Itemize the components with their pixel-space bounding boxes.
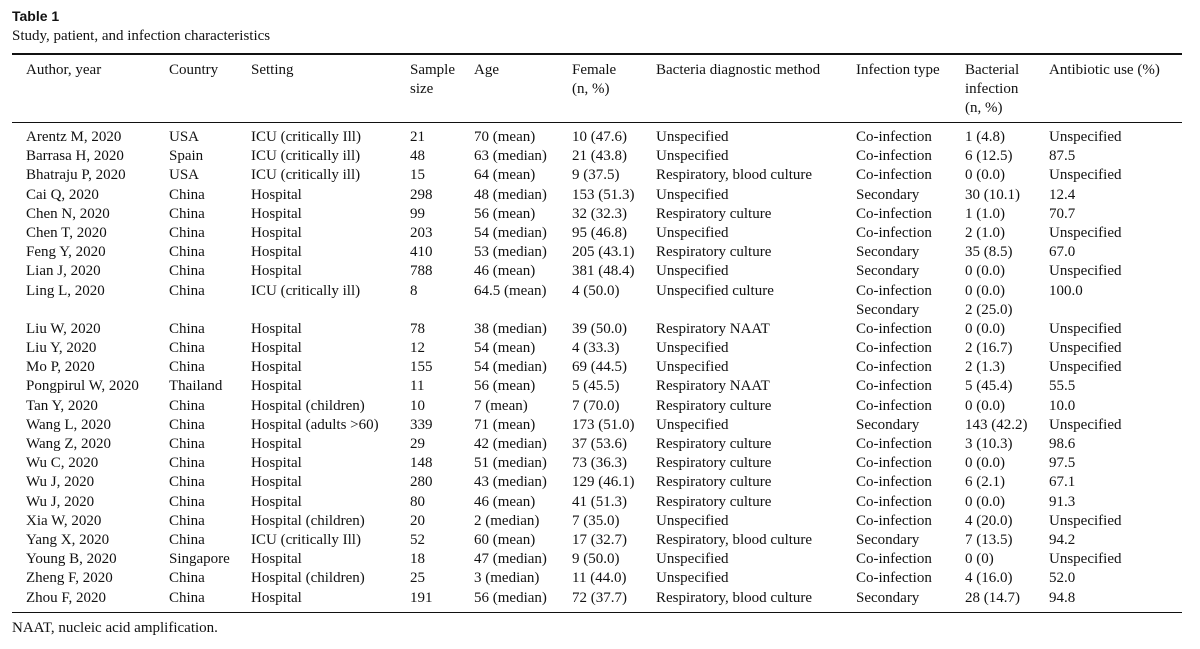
cell-country: China (169, 512, 205, 529)
cell-diagnostic-method: Respiratory culture (656, 455, 772, 472)
cell-author-year: Liu Y, 2020 (26, 340, 97, 357)
cell-author-year: Liu W, 2020 (26, 320, 101, 337)
table-row (0, 397, 1200, 416)
cell-country: China (169, 244, 205, 261)
cell-antibiotic-use: 67.0 (1049, 244, 1076, 261)
cell-infection-type: Co-infection (856, 570, 932, 587)
table-row (0, 358, 1200, 377)
header-age: Age (474, 62, 499, 78)
cell-diagnostic-method: Respiratory, blood culture (656, 167, 813, 184)
table-row (0, 493, 1200, 512)
cell-sample-size: 148 (410, 455, 433, 472)
cell-age: 54 (median) (474, 359, 547, 376)
cell-diagnostic-method: Respiratory NAAT (656, 320, 770, 337)
cell-diagnostic-method: Unspecified (656, 186, 729, 203)
cell-infection-type: Secondary (856, 589, 920, 606)
cell-female: 39 (50.0) (572, 320, 627, 337)
cell-setting: ICU (critically ill) (251, 282, 361, 299)
cell-country: China (169, 455, 205, 472)
cell-age: 42 (median) (474, 436, 547, 452)
cell-country: USA (169, 129, 200, 145)
cell-author-year: Bhatraju P, 2020 (26, 167, 126, 184)
cell-female: 173 (51.0) (572, 416, 635, 433)
cell-author-year: Xia W, 2020 (26, 512, 102, 529)
cell-country: China (169, 397, 205, 414)
cell-setting: Hospital (251, 263, 302, 280)
cell-age: 64.5 (mean) (474, 282, 547, 299)
cell-antibiotic-use: Unspecified (1049, 359, 1122, 376)
cell-country: China (169, 436, 205, 452)
cell-bacterial-infection: 0 (0.0) (965, 167, 1005, 184)
cell-bacterial-infection: 5 (45.4) (965, 378, 1013, 395)
cell-bacterial-infection: 2 (25.0) (965, 301, 1013, 318)
cell-country: China (169, 474, 205, 491)
cell-antibiotic-use: 12.4 (1049, 186, 1076, 203)
cell-infection-type: Co-infection (856, 359, 932, 376)
cell-age: 3 (median) (474, 570, 540, 587)
cell-female: 4 (33.3) (572, 340, 620, 357)
cell-diagnostic-method: Respiratory culture (656, 474, 772, 491)
cell-diagnostic-method: Unspecified (656, 416, 729, 433)
cell-setting: Hospital (251, 493, 302, 510)
header-infection-type: Infection type (856, 62, 940, 78)
cell-setting: Hospital (251, 205, 302, 222)
table-row (0, 512, 1200, 531)
table-row (0, 320, 1200, 339)
cell-bacterial-infection: 0 (0.0) (965, 493, 1005, 510)
cell-setting: Hospital (251, 359, 302, 376)
cell-diagnostic-method: Unspecified (656, 570, 729, 587)
cell-age: 63 (median) (474, 148, 547, 165)
cell-author-year: Pongpirul W, 2020 (26, 378, 139, 395)
cell-setting: Hospital (251, 378, 302, 395)
cell-age: 2 (median) (474, 512, 540, 529)
cell-author-year: Wu J, 2020 (26, 493, 95, 510)
cell-age: 48 (median) (474, 186, 547, 203)
cell-antibiotic-use: Unspecified (1049, 512, 1122, 529)
cell-country: Spain (169, 148, 204, 165)
cell-setting: Hospital (251, 551, 302, 568)
cell-infection-type: Co-infection (856, 148, 932, 165)
table-body (0, 128, 1200, 608)
cell-sample-size: 298 (410, 186, 433, 203)
cell-age: 7 (mean) (474, 397, 528, 414)
cell-diagnostic-method: Unspecified (656, 263, 729, 280)
cell-author-year: Wu C, 2020 (26, 455, 99, 472)
cell-bacterial-infection: 4 (16.0) (965, 570, 1013, 587)
cell-female: 7 (70.0) (572, 397, 620, 414)
header-rule (12, 122, 1182, 123)
cell-age: 43 (median) (474, 474, 547, 491)
cell-female: 41 (51.3) (572, 493, 627, 510)
header-setting: Setting (251, 62, 294, 78)
cell-infection-type: Co-infection (856, 167, 932, 184)
cell-female: 32 (32.3) (572, 205, 627, 222)
cell-infection-type: Secondary (856, 531, 920, 548)
cell-bacterial-infection: 0 (0.0) (965, 320, 1005, 337)
cell-infection-type: Secondary (856, 263, 920, 280)
cell-sample-size: 18 (410, 551, 425, 568)
cell-antibiotic-use: 10.0 (1049, 397, 1076, 414)
cell-setting: Hospital (251, 224, 302, 241)
cell-age: 56 (mean) (474, 378, 536, 395)
cell-bacterial-infection: 28 (14.7) (965, 589, 1020, 606)
header-sample-size: Sample size (410, 62, 455, 97)
cell-infection-type: Co-infection (856, 320, 932, 337)
cell-diagnostic-method: Unspecified (656, 129, 729, 145)
cell-country: China (169, 224, 205, 241)
cell-female: 153 (51.3) (572, 186, 635, 203)
cell-antibiotic-use: 91.3 (1049, 493, 1076, 510)
cell-country: China (169, 263, 205, 280)
table-row (0, 550, 1200, 569)
cell-author-year: Yang X, 2020 (26, 531, 110, 548)
cell-diagnostic-method: Unspecified (656, 359, 729, 376)
cell-age: 54 (mean) (474, 340, 536, 357)
table-row (0, 569, 1200, 588)
table-row (0, 339, 1200, 358)
cell-antibiotic-use: Unspecified (1049, 340, 1122, 357)
cell-setting: Hospital (251, 474, 302, 491)
header-antibiotic-use: Antibiotic use (%) (1049, 62, 1160, 78)
cell-antibiotic-use: Unspecified (1049, 167, 1122, 184)
table-row (0, 128, 1200, 147)
cell-sample-size: 80 (410, 493, 425, 510)
cell-antibiotic-use: Unspecified (1049, 224, 1122, 241)
cell-diagnostic-method: Unspecified (656, 551, 729, 568)
cell-infection-type: Co-infection (856, 205, 932, 222)
cell-author-year: Chen N, 2020 (26, 205, 110, 222)
table-row (0, 186, 1200, 205)
cell-diagnostic-method: Unspecified (656, 512, 729, 529)
cell-setting: Hospital (251, 320, 302, 337)
cell-setting: Hospital (251, 455, 302, 472)
cell-country: China (169, 416, 205, 433)
cell-age: 38 (median) (474, 320, 547, 337)
cell-infection-type: Co-infection (856, 512, 932, 529)
table-row (0, 377, 1200, 396)
cell-diagnostic-method: Unspecified (656, 340, 729, 357)
cell-country: China (169, 205, 205, 222)
cell-sample-size: 11 (410, 378, 425, 395)
cell-author-year: Wang L, 2020 (26, 416, 112, 433)
cell-bacterial-infection: 0 (0.0) (965, 282, 1005, 299)
cell-antibiotic-use: 87.5 (1049, 148, 1076, 165)
cell-bacterial-infection: 1 (1.0) (965, 205, 1005, 222)
cell-infection-type: Co-infection (856, 340, 932, 357)
table-row (0, 205, 1200, 224)
cell-diagnostic-method: Respiratory culture (656, 397, 772, 414)
cell-infection-type: Secondary (856, 186, 920, 203)
cell-antibiotic-use: Unspecified (1049, 416, 1122, 433)
cell-sample-size: 8 (410, 282, 418, 299)
cell-setting: Hospital (251, 340, 302, 357)
cell-bacterial-infection: 2 (1.0) (965, 224, 1005, 241)
bottom-rule (12, 612, 1182, 613)
header-country: Country (169, 62, 219, 78)
cell-age: 46 (mean) (474, 263, 536, 280)
cell-sample-size: 203 (410, 224, 433, 241)
cell-bacterial-infection: 0 (0) (965, 551, 994, 568)
cell-infection-type: Co-infection (856, 378, 932, 395)
cell-author-year: Lian J, 2020 (26, 263, 101, 280)
cell-author-year: Wu J, 2020 (26, 474, 95, 491)
cell-age: 64 (mean) (474, 167, 536, 184)
cell-diagnostic-method: Respiratory culture (656, 493, 772, 510)
cell-infection-type: Co-infection (856, 551, 932, 568)
cell-age: 56 (median) (474, 589, 547, 606)
cell-sample-size: 339 (410, 416, 433, 433)
cell-sample-size: 788 (410, 263, 433, 280)
cell-bacterial-infection: 1 (4.8) (965, 129, 1005, 145)
cell-antibiotic-use: Unspecified (1049, 263, 1122, 280)
cell-female: 381 (48.4) (572, 263, 635, 280)
table-caption: Study, patient, and infection characteristics (12, 28, 271, 44)
table-row (0, 224, 1200, 243)
cell-setting: Hospital (children) (251, 512, 365, 529)
cell-antibiotic-use: 55.5 (1049, 378, 1076, 395)
cell-setting: ICU (critically ill) (251, 167, 361, 184)
cell-female: 21 (43.8) (572, 148, 627, 165)
cell-age: 54 (median) (474, 224, 547, 241)
cell-age: 56 (mean) (474, 205, 536, 222)
cell-female: 69 (44.5) (572, 359, 627, 376)
table-row (0, 243, 1200, 262)
cell-country: China (169, 320, 205, 337)
cell-bacterial-infection: 0 (0.0) (965, 397, 1005, 414)
cell-sample-size: 20 (410, 512, 425, 529)
table-row (0, 473, 1200, 492)
table-row (0, 282, 1200, 301)
header-author-year: Author, year (26, 62, 102, 78)
cell-author-year: Wang Z, 2020 (26, 436, 112, 452)
cell-diagnostic-method: Unspecified culture (656, 282, 774, 299)
table-row (0, 262, 1200, 281)
cell-setting: Hospital (children) (251, 397, 365, 414)
cell-antibiotic-use: Unspecified (1049, 551, 1122, 568)
cell-sample-size: 410 (410, 244, 433, 261)
cell-country: China (169, 186, 205, 203)
cell-country: China (169, 493, 205, 510)
table-row (0, 531, 1200, 550)
cell-age: 71 (mean) (474, 416, 536, 433)
cell-antibiotic-use: Unspecified (1049, 129, 1122, 145)
cell-author-year: Tan Y, 2020 (26, 397, 98, 414)
cell-country: China (169, 589, 205, 606)
cell-sample-size: 155 (410, 359, 433, 376)
top-rule (12, 53, 1182, 55)
cell-antibiotic-use: 98.6 (1049, 436, 1076, 452)
cell-setting: Hospital (251, 436, 302, 452)
table-label: Table 1 (12, 8, 60, 24)
table-row (0, 416, 1200, 435)
cell-sample-size: 280 (410, 474, 433, 491)
cell-age: 47 (median) (474, 551, 547, 568)
cell-bacterial-infection: 2 (16.7) (965, 340, 1013, 357)
cell-diagnostic-method: Respiratory culture (656, 244, 772, 261)
cell-female: 17 (32.7) (572, 531, 627, 548)
cell-country: China (169, 570, 205, 587)
cell-country: China (169, 359, 205, 376)
cell-infection-type: Co-infection (856, 397, 932, 414)
cell-antibiotic-use: 97.5 (1049, 455, 1076, 472)
cell-diagnostic-method: Unspecified (656, 224, 729, 241)
cell-setting: Hospital (adults >60) (251, 416, 379, 433)
cell-female: 37 (53.6) (572, 436, 627, 452)
cell-female: 129 (46.1) (572, 474, 635, 491)
cell-infection-type: Co-infection (856, 474, 932, 491)
table-row (0, 589, 1200, 608)
cell-diagnostic-method: Respiratory NAAT (656, 378, 770, 395)
cell-diagnostic-method: Unspecified (656, 148, 729, 165)
cell-country: China (169, 282, 205, 299)
cell-age: 51 (median) (474, 455, 547, 472)
cell-diagnostic-method: Respiratory, blood culture (656, 531, 813, 548)
cell-setting: ICU (critically ill) (251, 148, 361, 165)
cell-sample-size: 78 (410, 320, 425, 337)
table-row (0, 454, 1200, 473)
cell-setting: Hospital (251, 589, 302, 606)
cell-author-year: Feng Y, 2020 (26, 244, 106, 261)
cell-infection-type: Co-infection (856, 436, 932, 452)
cell-age: 60 (mean) (474, 531, 536, 548)
cell-author-year: Cai Q, 2020 (26, 186, 99, 203)
cell-antibiotic-use: 52.0 (1049, 570, 1076, 587)
table-row (0, 166, 1200, 185)
cell-infection-type: Co-infection (856, 455, 932, 472)
cell-antibiotic-use: 70.7 (1049, 205, 1076, 222)
cell-sample-size: 29 (410, 436, 425, 452)
cell-author-year: Zheng F, 2020 (26, 570, 113, 587)
table-row (0, 435, 1200, 454)
header-bacterial-infection: Bacterial infection (n, %) (965, 62, 1020, 116)
cell-sample-size: 52 (410, 531, 425, 548)
cell-sample-size: 12 (410, 340, 425, 357)
cell-author-year: Arentz M, 2020 (26, 129, 122, 145)
cell-infection-type: Co-infection (856, 224, 932, 241)
cell-country: China (169, 531, 205, 548)
cell-setting: Hospital (251, 186, 302, 203)
cell-antibiotic-use: 100.0 (1049, 282, 1083, 299)
table-footnote: NAAT, nucleic acid amplification. (12, 620, 218, 636)
cell-country: USA (169, 167, 200, 184)
cell-female: 4 (50.0) (572, 282, 620, 299)
cell-female: 9 (37.5) (572, 167, 620, 184)
cell-bacterial-infection: 143 (42.2) (965, 416, 1028, 433)
header-female: Female (n, %) (572, 62, 617, 97)
cell-sample-size: 21 (410, 129, 425, 145)
cell-infection-type: Secondary (856, 301, 920, 318)
cell-female: 73 (36.3) (572, 455, 627, 472)
cell-bacterial-infection: 4 (20.0) (965, 512, 1013, 529)
cell-author-year: Chen T, 2020 (26, 224, 107, 241)
cell-age: 46 (mean) (474, 493, 536, 510)
cell-infection-type: Co-infection (856, 282, 932, 299)
cell-author-year: Mo P, 2020 (26, 359, 95, 376)
cell-female: 95 (46.8) (572, 224, 627, 241)
cell-sample-size: 10 (410, 397, 425, 414)
cell-diagnostic-method: Respiratory, blood culture (656, 589, 813, 606)
cell-female: 9 (50.0) (572, 551, 620, 568)
cell-female: 5 (45.5) (572, 378, 620, 395)
cell-setting: ICU (critically Ill) (251, 129, 361, 145)
cell-sample-size: 191 (410, 589, 433, 606)
cell-age: 53 (median) (474, 244, 547, 261)
cell-author-year: Barrasa H, 2020 (26, 148, 124, 165)
cell-infection-type: Secondary (856, 416, 920, 433)
cell-diagnostic-method: Respiratory culture (656, 205, 772, 222)
cell-bacterial-infection: 0 (0.0) (965, 455, 1005, 472)
cell-bacterial-infection: 3 (10.3) (965, 436, 1013, 452)
cell-bacterial-infection: 30 (10.1) (965, 186, 1020, 203)
cell-sample-size: 15 (410, 167, 425, 184)
cell-author-year: Young B, 2020 (26, 551, 117, 568)
cell-bacterial-infection: 6 (12.5) (965, 148, 1013, 165)
cell-female: 205 (43.1) (572, 244, 635, 261)
cell-setting: Hospital (children) (251, 570, 365, 587)
cell-bacterial-infection: 35 (8.5) (965, 244, 1013, 261)
cell-age: 70 (mean) (474, 129, 536, 145)
cell-female: 11 (44.0) (572, 570, 627, 587)
cell-author-year: Zhou F, 2020 (26, 589, 107, 606)
cell-antibiotic-use: 67.1 (1049, 474, 1076, 491)
cell-country: Thailand (169, 378, 223, 395)
cell-antibiotic-use: 94.8 (1049, 589, 1076, 606)
cell-bacterial-infection: 7 (13.5) (965, 531, 1013, 548)
cell-infection-type: Co-infection (856, 493, 932, 510)
cell-infection-type: Co-infection (856, 129, 932, 145)
cell-infection-type: Secondary (856, 244, 920, 261)
table-row (0, 147, 1200, 166)
header-diagnostic-method: Bacteria diagnostic method (656, 62, 821, 78)
cell-author-year: Ling L, 2020 (26, 282, 105, 299)
cell-setting: Hospital (251, 244, 302, 261)
cell-antibiotic-use: Unspecified (1049, 320, 1122, 337)
cell-bacterial-infection: 6 (2.1) (965, 474, 1005, 491)
cell-diagnostic-method: Respiratory culture (656, 436, 772, 452)
cell-female: 10 (47.6) (572, 129, 627, 145)
cell-sample-size: 99 (410, 205, 425, 222)
table-row (0, 301, 1200, 320)
cell-antibiotic-use: 94.2 (1049, 531, 1076, 548)
cell-bacterial-infection: 2 (1.3) (965, 359, 1005, 376)
cell-female: 7 (35.0) (572, 512, 620, 529)
cell-sample-size: 48 (410, 148, 425, 165)
cell-bacterial-infection: 0 (0.0) (965, 263, 1005, 280)
cell-setting: ICU (critically Ill) (251, 531, 361, 548)
cell-country: Singapore (169, 551, 230, 568)
cell-female: 72 (37.7) (572, 589, 627, 606)
cell-sample-size: 25 (410, 570, 425, 587)
cell-country: China (169, 340, 205, 357)
